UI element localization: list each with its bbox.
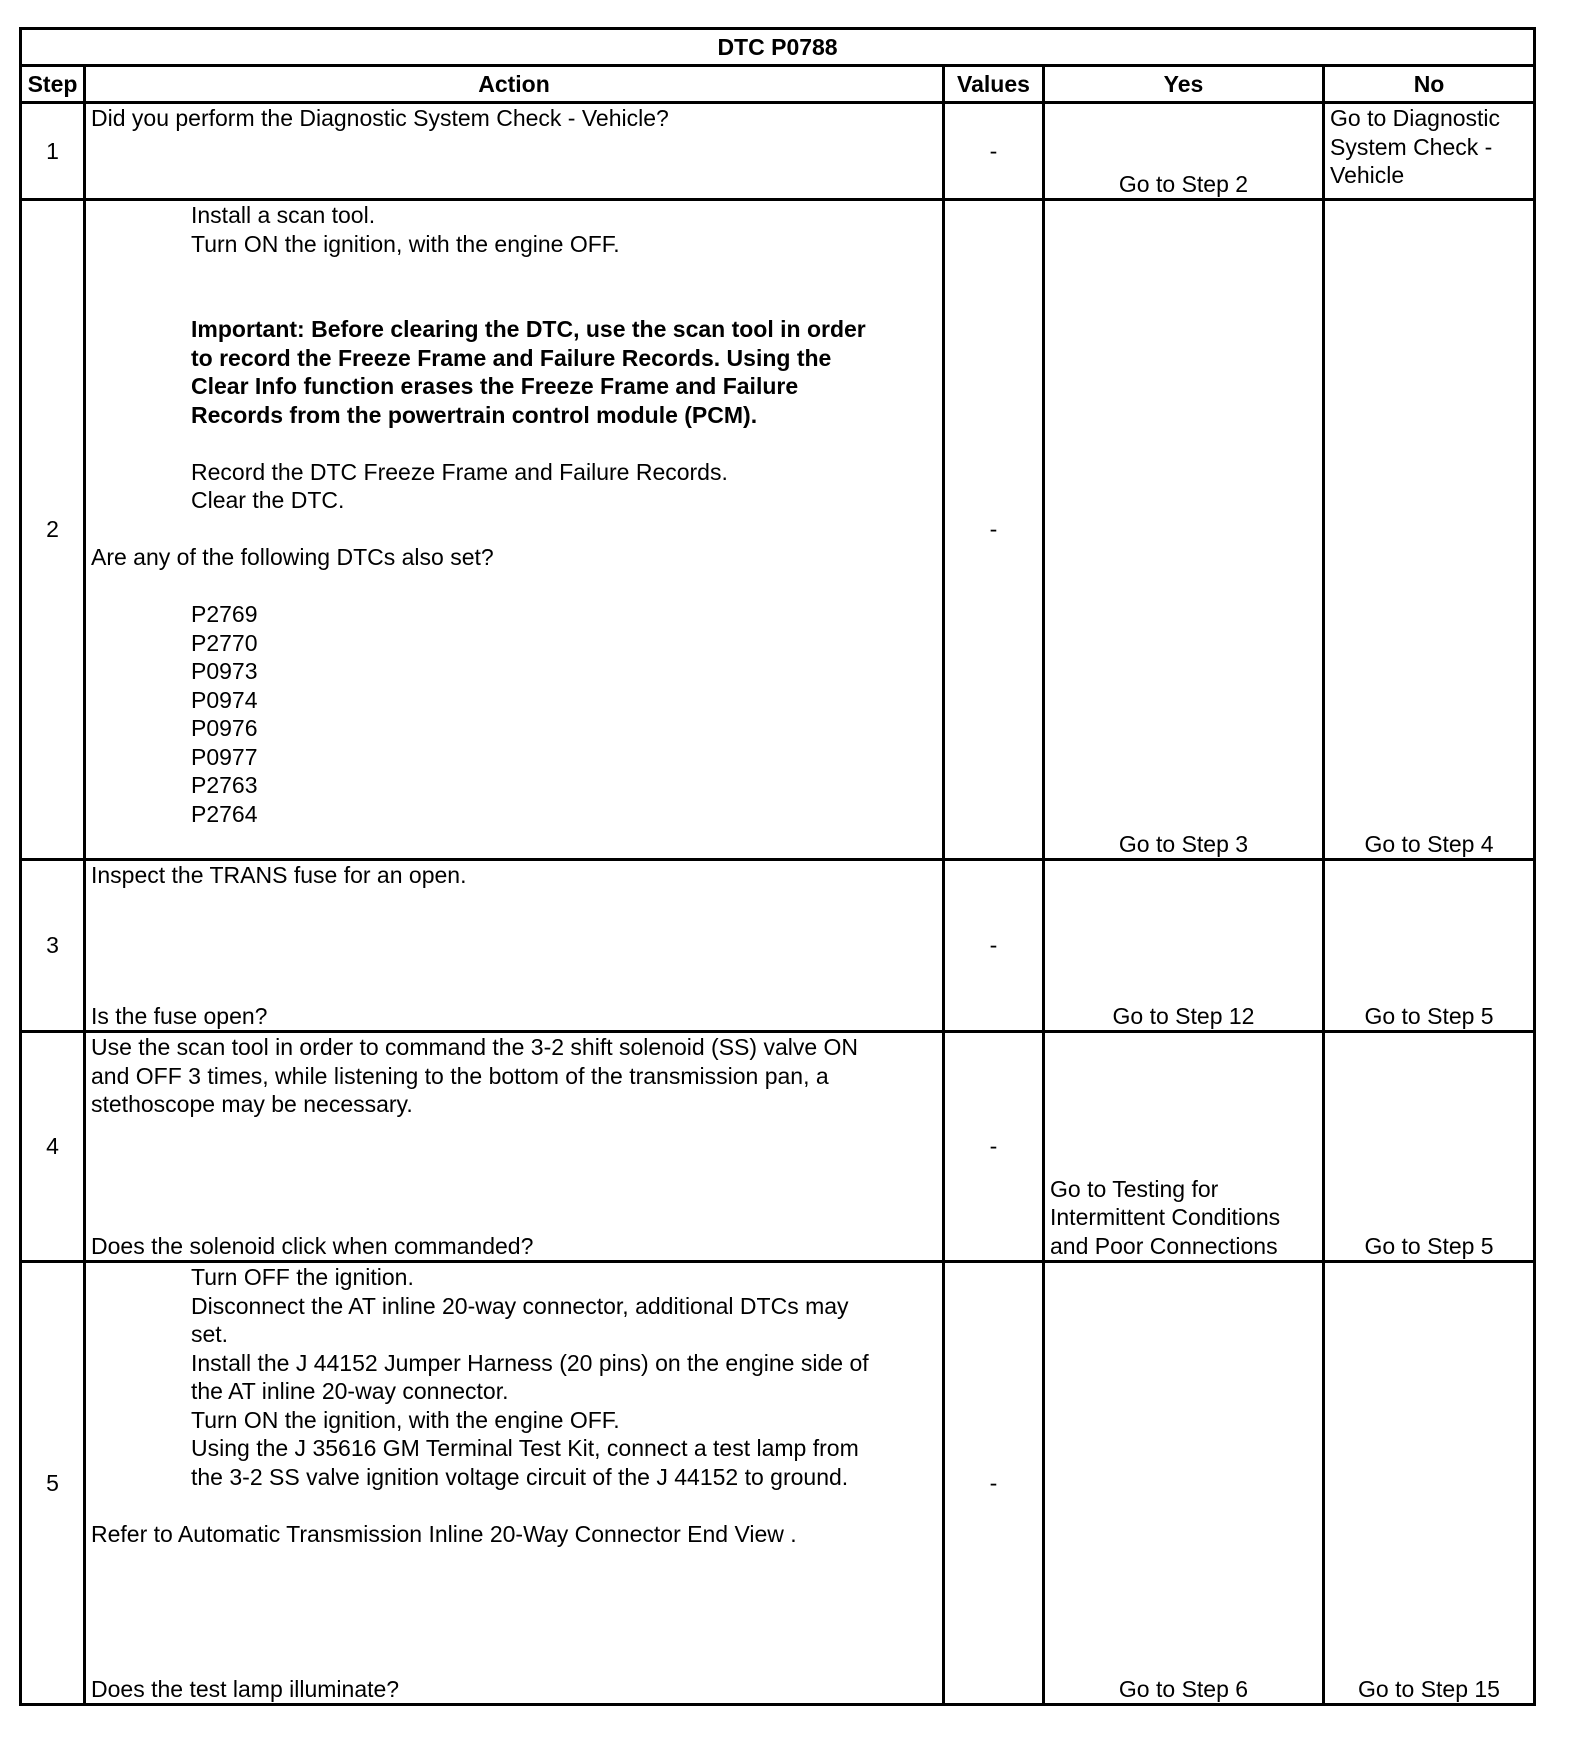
step-number: 1 — [21, 103, 85, 200]
action-step: the AT inline 20-way connector. — [191, 1378, 509, 1404]
yes-link[interactable]: Go to Step 2 — [1044, 103, 1324, 200]
action-step: Record the DTC Freeze Frame and Failure Records. — [191, 458, 728, 485]
yes-link[interactable]: Go to Step 12 — [1044, 860, 1324, 1032]
action-step: set. — [191, 1321, 229, 1347]
action-question: Are any of the following DTCs also set? — [91, 544, 494, 570]
dtc-list — [91, 600, 937, 828]
action-step: the 3-2 SS valve ignition voltage circuit of the J 44152 to ground. — [191, 1463, 849, 1490]
refer-link[interactable]: Refer to Automatic Transmission Inline 20-Way Connector End View . — [91, 1520, 797, 1547]
action-cell — [85, 1032, 944, 1262]
important-line: to record the Freeze Frame and Failure Records. Using the — [191, 344, 832, 371]
no-link[interactable]: Go to Step 5 — [1324, 1032, 1535, 1262]
dtc-code: P2770 — [191, 629, 258, 656]
no-line: System Check - — [1330, 133, 1493, 160]
action-step: Turn ON the ignition, with the engine OFF. — [191, 1406, 620, 1433]
step-number: 3 — [21, 860, 85, 1032]
dtc-code: P2769 — [191, 601, 258, 627]
step-number: 5 — [21, 1262, 85, 1705]
dtc-code: P2763 — [191, 772, 258, 798]
value-cell: - — [944, 1032, 1044, 1262]
yes-line: Intermittent Conditions — [1050, 1204, 1281, 1230]
value-cell: - — [944, 1262, 1044, 1705]
dtc-code: P0976 — [191, 715, 258, 741]
yes-link[interactable]: Go to Step 6 — [1044, 1262, 1324, 1705]
important-line: Important: Before clearing the DTC, use the scan tool in order — [191, 316, 866, 342]
table-row — [21, 103, 1535, 200]
no-link[interactable]: Go to Step 15 — [1324, 1262, 1535, 1705]
action-step: stethoscope may be necessary. — [91, 1091, 413, 1117]
diagnostic-table — [19, 27, 1536, 1706]
action-step: Turn ON the ignition, with the engine OFF. — [191, 230, 620, 257]
header-values: Values — [944, 66, 1044, 103]
table-title: DTC P0788 — [21, 29, 1535, 66]
header-no: No — [1324, 66, 1535, 103]
important-line: Records from the powertrain control module (PCM). — [191, 401, 758, 428]
header-action: Action — [85, 66, 944, 103]
yes-line: Go to Testing for — [1050, 1175, 1219, 1202]
table-row — [21, 1262, 1535, 1705]
action-step: Use the scan tool in order to command the 3-2 shift solenoid (SS) valve ON — [91, 1034, 859, 1060]
action-steps — [91, 1263, 937, 1491]
action-step: Install a scan tool. — [191, 202, 376, 228]
table-row — [21, 860, 1535, 1032]
value-cell: - — [944, 200, 1044, 860]
action-cell — [85, 860, 944, 1032]
dtc-code: P0977 — [191, 743, 258, 770]
step-number: 4 — [21, 1032, 85, 1262]
no-link[interactable]: Go to Step 5 — [1324, 860, 1535, 1032]
action-step: Turn OFF the ignition. — [191, 1264, 414, 1290]
action-question: Does the solenoid click when commanded? — [91, 1232, 534, 1259]
value-cell: - — [944, 103, 1044, 200]
important-note — [91, 315, 937, 429]
yes-link[interactable] — [1044, 1032, 1324, 1262]
no-line: Vehicle — [1330, 162, 1405, 188]
action-cell — [85, 1262, 944, 1705]
no-line: Go to Diagnostic — [1330, 105, 1501, 131]
action-step: Clear the DTC. — [191, 487, 345, 513]
action-step: and OFF 3 times, while listening to the bottom of the transmission pan, a — [91, 1062, 829, 1089]
header-yes: Yes — [1044, 66, 1324, 103]
action-text: Did you perform the Diagnostic System Check - Vehicle? — [91, 105, 669, 131]
no-link[interactable]: Go to Step 4 — [1324, 200, 1535, 860]
table-row — [21, 200, 1535, 860]
action-step: Using the J 35616 GM Terminal Test Kit, connect a test lamp from — [191, 1435, 859, 1461]
step-number: 2 — [21, 200, 85, 860]
yes-line: and Poor Connections — [1050, 1232, 1278, 1259]
yes-link[interactable]: Go to Step 3 — [1044, 200, 1324, 860]
action-step: Install the J 44152 Jumper Harness (20 pins) on the engine side of — [191, 1349, 869, 1376]
important-line: Clear Info function erases the Freeze Frame and Failure — [191, 373, 799, 399]
action-question: Does the test lamp illuminate? — [91, 1675, 400, 1702]
action-step: Inspect the TRANS fuse for an open. — [91, 862, 467, 888]
action-question: Is the fuse open? — [91, 1002, 268, 1029]
header-step: Step — [21, 66, 85, 103]
dtc-code: P0974 — [191, 686, 258, 713]
table-row — [21, 1032, 1535, 1262]
value-cell: - — [944, 860, 1044, 1032]
dtc-code: P0973 — [191, 658, 258, 684]
header-row — [21, 66, 1535, 103]
no-link[interactable] — [1324, 103, 1535, 200]
action-cell — [85, 103, 944, 200]
action-cell — [85, 200, 944, 860]
action-step: Disconnect the AT inline 20-way connector, additional DTCs may — [191, 1292, 849, 1319]
dtc-code: P2764 — [191, 800, 258, 827]
